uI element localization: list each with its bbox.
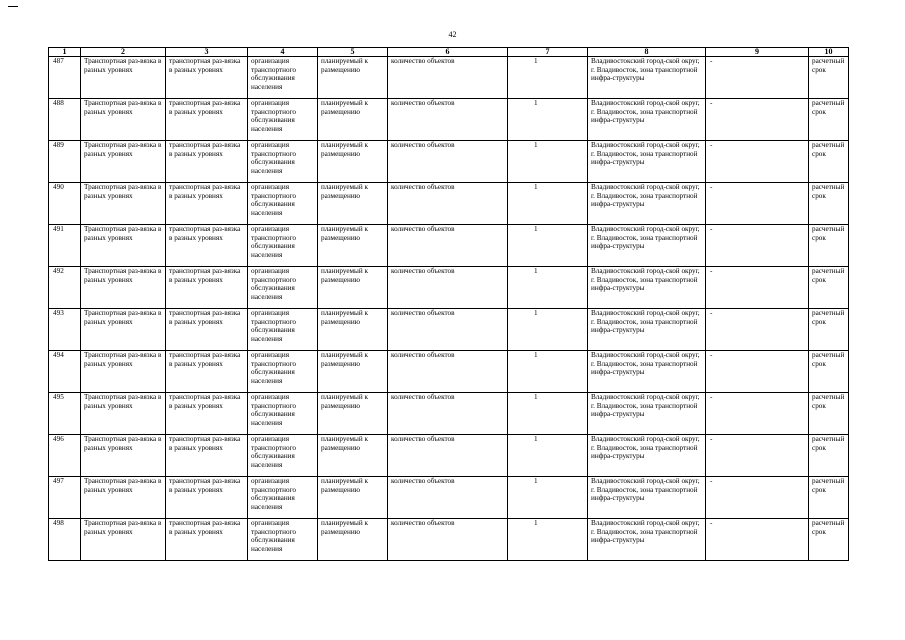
characteristic-cell: количество объектов: [388, 99, 508, 141]
object-type-cell: транспортная раз-вязка в разных уровнях: [166, 99, 248, 141]
column-header: 5: [318, 48, 388, 57]
location-cell: Владивостокский город-ской округ, г. Владивосток, зона транспортной инфра-структуры: [588, 309, 706, 351]
object-type-cell: транспортная раз-вязка в разных уровнях: [166, 141, 248, 183]
quantity-cell: 1: [508, 393, 588, 435]
characteristic-cell: количество объектов: [388, 351, 508, 393]
quantity-cell: 1: [508, 99, 588, 141]
characteristic-cell: количество объектов: [388, 267, 508, 309]
row-number-cell: 494: [49, 351, 81, 393]
object-type-cell: транспортная раз-вязка в разных уровнях: [166, 393, 248, 435]
object-name-cell: Транспортная раз-вязка в разных уровнях: [81, 519, 166, 561]
location-cell: Владивостокский город-ской округ, г. Владивосток, зона транспортной инфра-структуры: [588, 141, 706, 183]
characteristic-cell: количество объектов: [388, 225, 508, 267]
table-row: [49, 141, 849, 183]
location-cell: Владивостокский город-ской округ, г. Владивосток, зона транспортной инфра-структуры: [588, 99, 706, 141]
quantity-cell: 1: [508, 225, 588, 267]
table-row: [49, 393, 849, 435]
row-number-cell: 487: [49, 57, 81, 99]
object-type-cell: транспортная раз-вязка в разных уровнях: [166, 519, 248, 561]
row-number-cell: 493: [49, 309, 81, 351]
characteristic-cell: количество объектов: [388, 141, 508, 183]
quantity-cell: 1: [508, 309, 588, 351]
object-name-cell: Транспортная раз-вязка в разных уровнях: [81, 57, 166, 99]
page-number: 42: [448, 30, 457, 39]
row-number-cell: 497: [49, 477, 81, 519]
object-name-cell: Транспортная раз-вязка в разных уровнях: [81, 141, 166, 183]
column-header: 1: [49, 48, 81, 57]
column-header: 8: [588, 48, 706, 57]
quantity-cell: 1: [508, 57, 588, 99]
quantity-cell: 1: [508, 183, 588, 225]
location-cell: Владивостокский город-ской округ, г. Владивосток, зона транспортной инфра-структуры: [588, 57, 706, 99]
object-name-cell: Транспортная раз-вязка в разных уровнях: [81, 435, 166, 477]
table-row: [49, 57, 849, 99]
status-cell: планируемый к размещению: [318, 141, 388, 183]
table-row: [49, 99, 849, 141]
characteristic-cell: количество объектов: [388, 435, 508, 477]
deadline-cell: расчетный срок: [809, 351, 849, 393]
deadline-cell: расчетный срок: [809, 477, 849, 519]
location-cell: Владивостокский город-ской округ, г. Владивосток, зона транспортной инфра-структуры: [588, 393, 706, 435]
location-cell: Владивостокский город-ской округ, г. Владивосток, зона транспортной инфра-структуры: [588, 225, 706, 267]
purpose-cell: организация транспортного обслуживания населения: [248, 477, 318, 519]
status-cell: планируемый к размещению: [318, 57, 388, 99]
zone-parameters-cell: -: [706, 309, 809, 351]
purpose-cell: организация транспортного обслуживания населения: [248, 141, 318, 183]
object-type-cell: транспортная раз-вязка в разных уровнях: [166, 183, 248, 225]
zone-parameters-cell: -: [706, 519, 809, 561]
quantity-cell: 1: [508, 141, 588, 183]
table-row: [49, 519, 849, 561]
deadline-cell: расчетный срок: [809, 309, 849, 351]
object-type-cell: транспортная раз-вязка в разных уровнях: [166, 57, 248, 99]
purpose-cell: организация транспортного обслуживания населения: [248, 519, 318, 561]
status-cell: планируемый к размещению: [318, 225, 388, 267]
deadline-cell: расчетный срок: [809, 435, 849, 477]
zone-parameters-cell: -: [706, 141, 809, 183]
object-type-cell: транспортная раз-вязка в разных уровнях: [166, 267, 248, 309]
deadline-cell: расчетный срок: [809, 141, 849, 183]
object-type-cell: транспортная раз-вязка в разных уровнях: [166, 435, 248, 477]
object-name-cell: Транспортная раз-вязка в разных уровнях: [81, 183, 166, 225]
characteristic-cell: количество объектов: [388, 477, 508, 519]
table-row: [49, 435, 849, 477]
column-header: 3: [166, 48, 248, 57]
row-number-cell: 489: [49, 141, 81, 183]
quantity-cell: 1: [508, 435, 588, 477]
table-row: [49, 477, 849, 519]
location-cell: Владивостокский город-ской округ, г. Владивосток, зона транспортной инфра-структуры: [588, 183, 706, 225]
deadline-cell: расчетный срок: [809, 99, 849, 141]
table-row: [49, 225, 849, 267]
characteristic-cell: количество объектов: [388, 183, 508, 225]
deadline-cell: расчетный срок: [809, 57, 849, 99]
status-cell: планируемый к размещению: [318, 519, 388, 561]
row-number-cell: 496: [49, 435, 81, 477]
object-name-cell: Транспортная раз-вязка в разных уровнях: [81, 225, 166, 267]
zone-parameters-cell: -: [706, 99, 809, 141]
location-cell: Владивостокский город-ской округ, г. Владивосток, зона транспортной инфра-структуры: [588, 267, 706, 309]
purpose-cell: организация транспортного обслуживания населения: [248, 351, 318, 393]
column-header: 4: [248, 48, 318, 57]
status-cell: планируемый к размещению: [318, 393, 388, 435]
quantity-cell: 1: [508, 267, 588, 309]
object-type-cell: транспортная раз-вязка в разных уровнях: [166, 351, 248, 393]
purpose-cell: организация транспортного обслуживания населения: [248, 57, 318, 99]
status-cell: планируемый к размещению: [318, 99, 388, 141]
deadline-cell: расчетный срок: [809, 183, 849, 225]
purpose-cell: организация транспортного обслуживания населения: [248, 393, 318, 435]
table-row: [49, 183, 849, 225]
zone-parameters-cell: -: [706, 225, 809, 267]
quantity-cell: 1: [508, 477, 588, 519]
object-name-cell: Транспортная раз-вязка в разных уровнях: [81, 477, 166, 519]
object-name-cell: Транспортная раз-вязка в разных уровнях: [81, 99, 166, 141]
column-header: 6: [388, 48, 508, 57]
purpose-cell: организация транспортного обслуживания населения: [248, 225, 318, 267]
zone-parameters-cell: -: [706, 267, 809, 309]
table-row: [49, 351, 849, 393]
purpose-cell: организация транспортного обслуживания населения: [248, 309, 318, 351]
zone-parameters-cell: -: [706, 393, 809, 435]
object-type-cell: транспортная раз-вязка в разных уровнях: [166, 225, 248, 267]
location-cell: Владивостокский город-ской округ, г. Владивосток, зона транспортной инфра-структуры: [588, 477, 706, 519]
row-number-cell: 495: [49, 393, 81, 435]
purpose-cell: организация транспортного обслуживания населения: [248, 183, 318, 225]
zone-parameters-cell: -: [706, 183, 809, 225]
column-header: 2: [81, 48, 166, 57]
status-cell: планируемый к размещению: [318, 477, 388, 519]
status-cell: планируемый к размещению: [318, 309, 388, 351]
deadline-cell: расчетный срок: [809, 393, 849, 435]
deadline-cell: расчетный срок: [809, 267, 849, 309]
column-header: 7: [508, 48, 588, 57]
purpose-cell: организация транспортного обслуживания населения: [248, 435, 318, 477]
purpose-cell: организация транспортного обслуживания населения: [248, 99, 318, 141]
zone-parameters-cell: -: [706, 477, 809, 519]
characteristic-cell: количество объектов: [388, 57, 508, 99]
zone-parameters-cell: -: [706, 435, 809, 477]
quantity-cell: 1: [508, 351, 588, 393]
status-cell: планируемый к размещению: [318, 351, 388, 393]
deadline-cell: расчетный срок: [809, 519, 849, 561]
row-number-cell: 492: [49, 267, 81, 309]
data-table: [48, 47, 849, 561]
table-row: [49, 309, 849, 351]
object-type-cell: транспортная раз-вязка в разных уровнях: [166, 477, 248, 519]
location-cell: Владивостокский город-ской округ, г. Владивосток, зона транспортной инфра-структуры: [588, 351, 706, 393]
column-header: 9: [706, 48, 809, 57]
object-name-cell: Транспортная раз-вязка в разных уровнях: [81, 351, 166, 393]
status-cell: планируемый к размещению: [318, 267, 388, 309]
table-body: [49, 57, 849, 561]
header-row: [49, 48, 849, 57]
status-cell: планируемый к размещению: [318, 183, 388, 225]
location-cell: Владивостокский город-ской округ, г. Владивосток, зона транспортной инфра-структуры: [588, 519, 706, 561]
purpose-cell: организация транспортного обслуживания населения: [248, 267, 318, 309]
location-cell: Владивостокский город-ской округ, г. Владивосток, зона транспортной инфра-структуры: [588, 435, 706, 477]
zone-parameters-cell: -: [706, 351, 809, 393]
object-name-cell: Транспортная раз-вязка в разных уровнях: [81, 393, 166, 435]
column-header: 10: [809, 48, 849, 57]
characteristic-cell: количество объектов: [388, 393, 508, 435]
row-number-cell: 498: [49, 519, 81, 561]
object-name-cell: Транспортная раз-вязка в разных уровнях: [81, 267, 166, 309]
deadline-cell: расчетный срок: [809, 225, 849, 267]
table-row: [49, 267, 849, 309]
zone-parameters-cell: -: [706, 57, 809, 99]
characteristic-cell: количество объектов: [388, 309, 508, 351]
row-number-cell: 491: [49, 225, 81, 267]
status-cell: планируемый к размещению: [318, 435, 388, 477]
quantity-cell: 1: [508, 519, 588, 561]
characteristic-cell: количество объектов: [388, 519, 508, 561]
row-number-cell: 488: [49, 99, 81, 141]
corner-mark: [8, 6, 18, 7]
row-number-cell: 490: [49, 183, 81, 225]
object-name-cell: Транспортная раз-вязка в разных уровнях: [81, 309, 166, 351]
object-type-cell: транспортная раз-вязка в разных уровнях: [166, 309, 248, 351]
